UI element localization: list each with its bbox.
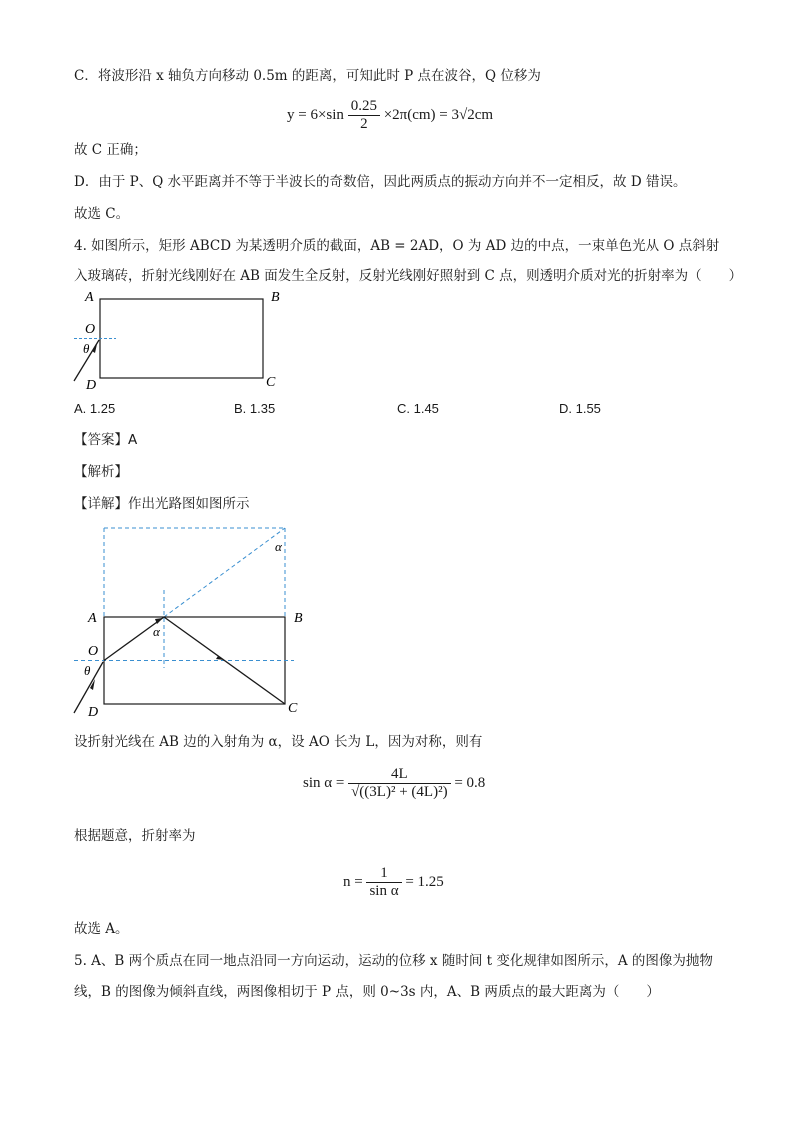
q4-answer: 故选 A。 <box>74 921 129 937</box>
q5-stem-line2: 线，B 的图像为倾斜直线，两图像相切于 P 点，则 0~3s 内，A、B 两质点的最大距离为（ ） <box>74 984 660 1000</box>
sin-numerator: 4L <box>348 766 450 784</box>
label2-c: C <box>288 701 298 716</box>
label-b: B <box>271 290 280 305</box>
n-lhs: n = <box>343 874 363 890</box>
n-fraction <box>366 865 401 900</box>
q4-choice-b: B. 1.35 <box>234 401 276 416</box>
sin-fraction <box>348 766 450 801</box>
q4-n-equation <box>343 860 444 904</box>
sin-lhs: sin α = <box>303 775 345 791</box>
label2-d: D <box>88 705 99 720</box>
q3-equation-lhs: y = 6×sin <box>287 107 344 123</box>
q4-figure-light-path <box>66 518 326 723</box>
q4-choice-c: C. 1.45 <box>397 401 439 416</box>
q4-stem-line1: 4. 如图所示，矩形 ABCD 为某透明介质的截面，AB = 2AD，O 为 AD 边的中点，一束单色光从 O 点斜射 <box>74 238 720 254</box>
q4-figure-rectangle <box>66 285 296 395</box>
label-theta: θ <box>83 341 90 356</box>
q4-stem-line2: 入玻璃砖，折射光线刚好在 AB 面发生全反射，反射光线刚好照射到 C 点，则透明介质对光的折射率为（ ） <box>74 268 743 284</box>
sin-rhs: = 0.8 <box>454 775 486 791</box>
label2-a: A <box>88 611 97 626</box>
label-o: O <box>85 322 96 337</box>
q4-setup-line: 设折射光线在 AB 边的入射角为 α，设 AO 长为 L，因为对称，则有 <box>74 734 483 750</box>
label2-b: B <box>294 611 303 626</box>
q3-equation-denominator: 2 <box>360 116 368 133</box>
label-c: C <box>266 375 276 390</box>
q4-by-line: 根据题意，折射率为 <box>74 828 196 844</box>
q3-equation <box>287 93 493 137</box>
sin-denominator: √((3L)² + (4L)²) <box>351 784 448 801</box>
q3-option-c-text: C．将波形沿 x 轴负方向移动 0.5m 的距离，可知此时 P 点在波谷，Q 位移为 <box>74 68 541 84</box>
q5-stem-line1: 5. A、B 两个质点在同一地点沿同一方向运动，运动的位移 x 随时间 t 变化规律如图所示，A 的图像为抛物 <box>74 953 713 969</box>
label2-theta: θ <box>84 663 91 678</box>
q3-c-result: 故 C 正确； <box>74 142 147 158</box>
label2-o: O <box>88 644 99 659</box>
incident-ray-arrow <box>92 344 97 353</box>
q4-analysis-tag: 【解析】 <box>74 464 128 480</box>
mirror-ray-dashed <box>164 528 285 617</box>
label2-alpha-upper: α <box>275 539 282 554</box>
q3-option-d-text: D．由于 P、Q 水平距离并不等于半波长的奇数倍，因此两质点的振动方向并不一定相反，故 D 错误。 <box>74 174 687 190</box>
label2-alpha-lower: α <box>153 624 160 639</box>
q3-answer: 故选 C。 <box>74 206 130 222</box>
q4-sin-equation <box>303 760 485 806</box>
rectangle-abcd <box>100 299 263 378</box>
label-d: D <box>86 378 97 393</box>
n-denominator: sin α <box>369 883 399 900</box>
label-a: A <box>85 290 94 305</box>
q4-detail-line: 【详解】作出光路图如图所示 <box>74 496 250 512</box>
n-numerator: 1 <box>366 865 401 883</box>
n-rhs: = 1.25 <box>405 874 444 890</box>
q3-equation-rhs: ×2π(cm) = 3√2cm <box>383 107 494 123</box>
q3-equation-numerator: 0.25 <box>348 98 380 116</box>
q3-equation-fraction <box>348 98 380 133</box>
q4-choice-a: A. 1.25 <box>74 401 116 416</box>
q4-answer-tag: 【答案】A <box>74 432 138 448</box>
q4-choice-d: D. 1.55 <box>559 401 601 416</box>
